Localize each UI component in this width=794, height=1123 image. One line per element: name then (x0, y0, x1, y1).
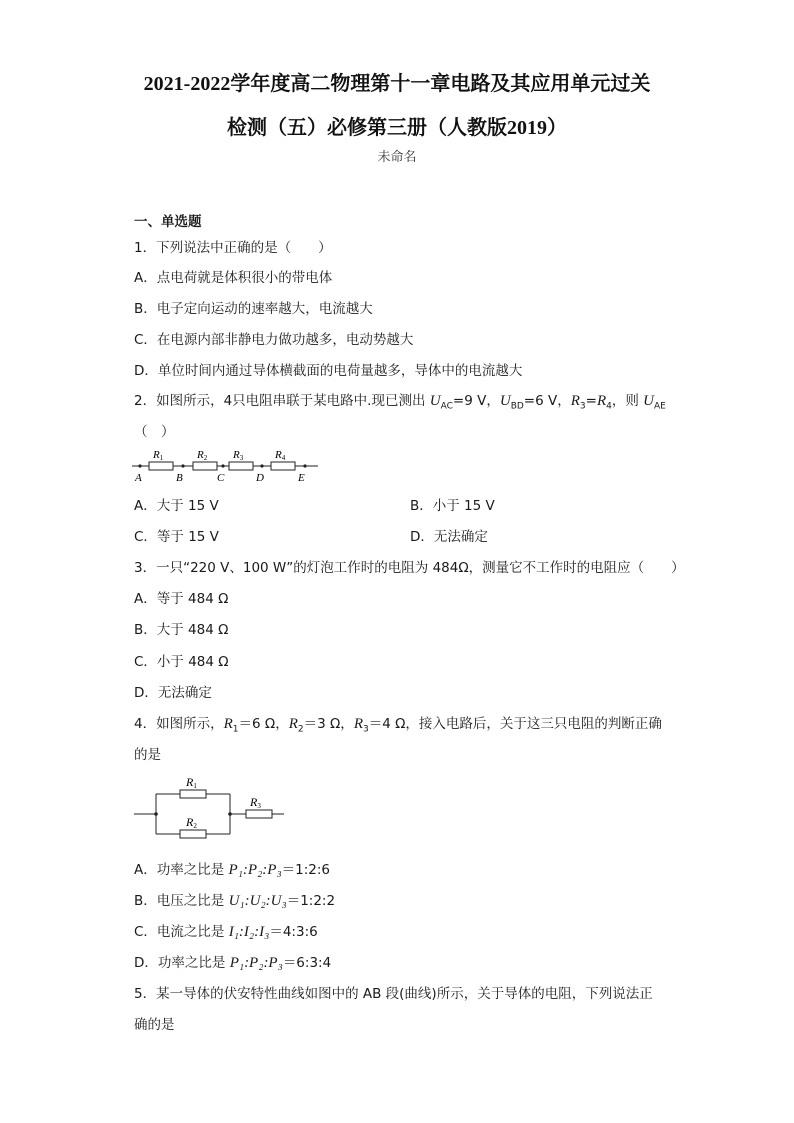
q4-stem-text: 4．如图所示， (134, 716, 224, 732)
q4-r2-val: ＝3 Ω， (303, 716, 354, 732)
q4-r2: R (288, 716, 298, 732)
doc-subtitle: 未命名 (377, 150, 417, 165)
q4-resistor-r2 (180, 830, 206, 838)
q2-label-r1: R1 (153, 449, 164, 462)
q3-option-d: D．无法确定 (134, 685, 212, 701)
q2-option-b: B．小于 15 V (410, 498, 495, 514)
q3-option-c: C．小于 484 Ω (134, 654, 229, 670)
q4-junction-left (154, 812, 158, 816)
q2-label-r4: R4 (275, 449, 286, 462)
q4-option-b-expr: U₁:U₂:U₃ (228, 893, 287, 909)
q4-label-r3: R3 (250, 795, 261, 810)
q2-node-e: E (298, 472, 305, 484)
q2-r4-sub: 4 (606, 401, 612, 412)
q2-resistor-r2 (193, 462, 217, 470)
q4-junction-right (228, 812, 232, 816)
q4-parallel-circuit-figure (132, 772, 292, 840)
q4-r3: R (353, 716, 363, 732)
q4-r3-sub: 3 (362, 724, 369, 735)
q1-option-d: D．单位时间内通过导体横截面的电荷量越多，导体中的电流越大 (134, 363, 523, 379)
q2-node-d-dot (260, 464, 263, 467)
q4-option-a-expr: P₁:P₂:P₃ (228, 862, 282, 878)
q4-resistor-r3 (246, 810, 272, 818)
q2-r3: R (570, 393, 580, 409)
q2-node-b-dot (181, 464, 184, 467)
q2-node-d: D (256, 472, 264, 484)
doc-title-line1: 2021-2022学年度高二物理第十一章电路及其应用单元过关 (143, 73, 651, 95)
q2-r4: R (596, 393, 607, 409)
q4-option-b-prefix: B．电压之比是 (134, 893, 229, 909)
q4-r2-sub: 2 (297, 724, 304, 735)
q2-option-c: C．等于 15 V (134, 529, 219, 545)
q4-option-b-value: ＝1:2:2 (286, 893, 336, 909)
q3-stem: 3．一只“220 V、100 W”的灯泡工作时的电阻为 484Ω，测量它不工作时的电阻应（ ） (134, 560, 685, 576)
q2-r3-sub: 3 (579, 401, 586, 412)
q4-option-d (134, 951, 331, 972)
q3-option-b: B．大于 484 Ω (134, 622, 229, 638)
q4-option-d-expr: P₁:P₂:P₃ (229, 955, 283, 971)
q4-resistor-r1 (180, 790, 206, 798)
q4-stem-line2: 的是 (134, 747, 161, 763)
q4-stem (134, 712, 662, 735)
q4-option-c-prefix: C．电流之比是 (134, 924, 229, 940)
q2-label-r2: R2 (197, 449, 208, 462)
q4-label-r1: R1 (186, 775, 197, 790)
q4-option-d-prefix: D．功率之比是 (134, 955, 230, 971)
q4-r3-val: ＝4 Ω，接入电路后，关于这三只电阻的判断正确 (368, 716, 662, 732)
q2-option-a: A．大于 15 V (134, 498, 219, 514)
q2-uac-sub: AC (440, 401, 453, 412)
q2-eq: = (585, 393, 597, 409)
q4-r1: R (223, 716, 233, 732)
q2-resistor-r4 (271, 462, 295, 470)
q2-node-c: C (217, 472, 225, 484)
q2-uac-val: =9 V， (452, 393, 500, 409)
q2-ubd-val: =6 V， (523, 393, 571, 409)
q3-option-a: A．等于 484 Ω (134, 591, 229, 607)
q4-option-c-expr: I₁:I₂:I₃ (228, 924, 270, 940)
q4-option-c (134, 920, 318, 941)
q2-paren: （ ） (134, 424, 175, 440)
q2-resistor-r1 (149, 462, 173, 470)
q1-option-a: A．点电荷就是体积很小的带电体 (134, 270, 333, 286)
q5-stem-line2: 确的是 (134, 1017, 175, 1033)
q2-uae-sub: AE (654, 401, 666, 412)
q2-ubd: U (499, 393, 511, 409)
q4-option-a-value: ＝1:2:6 (281, 862, 331, 878)
section-heading: 一、单选题 (134, 214, 202, 230)
q1-stem: 1．下列说法中正确的是（ ） (134, 240, 332, 256)
q4-option-d-value: ＝6:3:4 (282, 955, 332, 971)
q4-option-a (134, 858, 330, 879)
q4-option-c-value: ＝4:3:6 (269, 924, 318, 940)
doc-title-line2: 检测（五）必修第三册（人教版2019） (227, 117, 567, 139)
q2-node-c-dot (221, 464, 224, 467)
q1-option-c: C．在电源内部非静电力做功越多，电动势越大 (134, 332, 414, 348)
q2-stem-text: 2．如图所示，4只电阻串联于某电路中.现已测出 (134, 393, 430, 409)
q2-node-e-dot (303, 464, 306, 467)
q4-option-a-prefix: A．功率之比是 (134, 862, 229, 878)
q2-series-circuit-figure (130, 445, 325, 485)
q2-resistor-r3 (229, 462, 253, 470)
q4-option-b (134, 889, 335, 910)
q2-label-r3: R3 (233, 449, 244, 462)
q2-stem (134, 389, 666, 412)
q4-label-r2: R2 (186, 815, 197, 830)
q4-r1-sub: 1 (232, 724, 239, 735)
q2-node-b: B (176, 472, 183, 484)
q2-uac: U (429, 393, 441, 409)
q2-option-d: D．无法确定 (410, 529, 488, 545)
q2-uae: U (643, 393, 654, 409)
q2-ubd-sub: BD (510, 401, 524, 412)
q2-node-a: A (135, 472, 142, 484)
q5-stem-line1: 5．某一导体的伏安特性曲线如图中的 AB 段(曲线)所示，关于导体的电阻，下列说法正 (134, 986, 653, 1002)
q2-then: ，则 (611, 393, 644, 409)
q1-option-b: B．电子定向运动的速率越大，电流越大 (134, 301, 373, 317)
q4-r1-val: ＝6 Ω， (238, 716, 289, 732)
q2-node-a-dot (138, 464, 141, 467)
